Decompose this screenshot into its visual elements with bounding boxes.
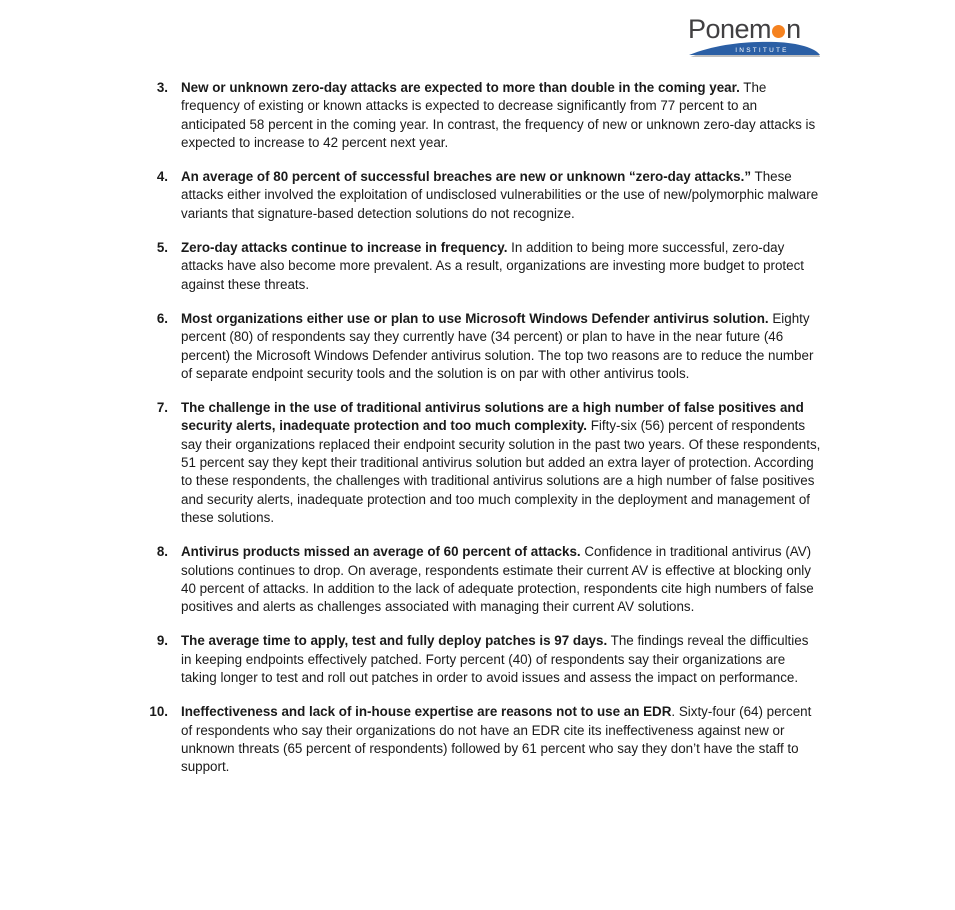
item-text [181,79,821,152]
item-lead: Most organizations either use or plan to use Microsoft Windows Defender antivirus solution. [181,310,769,326]
list-item [148,79,824,152]
item-lead: The average time to apply, test and fully deploy patches is 97 days. [181,633,608,649]
list-item [148,168,824,223]
brand-text-prefix: Ponem [688,14,772,44]
item-lead: An average of 80 percent of successful breaches are new or unknown “zero-day attacks.” [181,169,752,185]
item-number: 6. [156,310,168,326]
list-item [148,399,824,527]
item-lead: New or unknown zero-day attacks are expected to more than double in the coming year. [181,80,740,95]
brand-text-suffix: n [786,14,801,44]
item-text [181,310,821,383]
item-text [181,543,821,616]
item-lead: The challenge in the use of traditional antivirus solutions are a high number of false positives and security alerts, inadequate protection and too much complexity. [181,400,804,434]
list-item [148,703,824,776]
item-number: 4. [156,169,168,185]
item-rest: The frequency of existing or known attacks is expected to decrease significantly from 77 percent to an anticipated 58 percent in the coming year. In contrast, the frequency of new or unknown zero-day attacks is expected to increase to 42 percent next year. [181,80,816,150]
item-text [181,632,821,687]
item-number: 9. [156,633,168,649]
item-rest: . Sixty-four (64) percent of respondents who say their organizations do not have an EDR cite its ineffectiveness against new or unknown threats (65 percent of respondents) followed by 61 percent who say they don’t have the staff to support. [181,704,812,775]
item-number: 5. [156,240,168,256]
list-item [148,632,824,687]
list-item [148,310,824,383]
item-rest: Confidence in traditional antivirus (AV) solutions continues to drop. On average, respondents estimate their current AV is effective at blocking only 40 percent of attacks. In addition to the lack of adequate protection, respondents cite high numbers of false positives and alerts as challenges associated with managing their current AV solutions. [181,544,814,615]
item-lead: Antivirus products missed an average of 60 percent of attacks. [181,544,581,560]
ponemon-institute-logo [688,16,820,57]
item-rest: The findings reveal the difficulties in keeping endpoints effectively patched. Forty percent (40) of respondents say their organizations are taking longer to test and roll out patches in order to avoid issues and assess the impact on performance. [181,633,809,686]
item-text [181,399,821,527]
orange-dot-icon [772,25,785,38]
item-lead: Ineffectiveness and lack of in-house expertise are reasons not to use an EDR [181,704,672,720]
item-text [181,239,821,294]
item-rest: Fifty-six (56) percent of respondents say their organizations replaced their endpoint security solution in the past two years. Of these respondents, 51 percent say they kept their traditional antivirus solution but added an extra layer of protection. According to these respondents, the challenges with traditional antivirus solutions are a high number of false positives and security alerts, inadequate protection and too much complexity in the deployment and management of these solutions. [181,418,821,525]
item-text [181,168,821,223]
brand-wordmark [688,16,820,43]
item-lead: Zero-day attacks continue to increase in frequency. [181,240,508,256]
item-number: 10. [149,704,168,720]
item-rest: Eighty percent (80) of respondents say they currently have (34 percent) or plan to have in the near future (46 percent) the Microsoft Windows Defender antivirus solution. The top two reasons are to reduce the number of separate endpoint security tools and the solution is on par with other antivirus tools. [181,310,814,381]
list-item [148,543,824,616]
institute-label: INSTITUTE [735,47,789,54]
list-item [148,239,824,294]
item-number: 8. [156,544,168,560]
item-number: 7. [156,400,168,416]
item-text [181,703,821,776]
numbered-findings-list [148,79,824,793]
item-rest: In addition to being more successful, zero-day attacks have also become more prevalent. As a result, organizations are investing more budget to protect against these threats. [181,240,805,292]
item-number: 3. [156,80,168,95]
item-rest: These attacks either involved the exploitation of undisclosed vulnerabilities or the use of new/polymorphic malware variants that signature-based detection solutions do not recognize. [181,169,819,221]
